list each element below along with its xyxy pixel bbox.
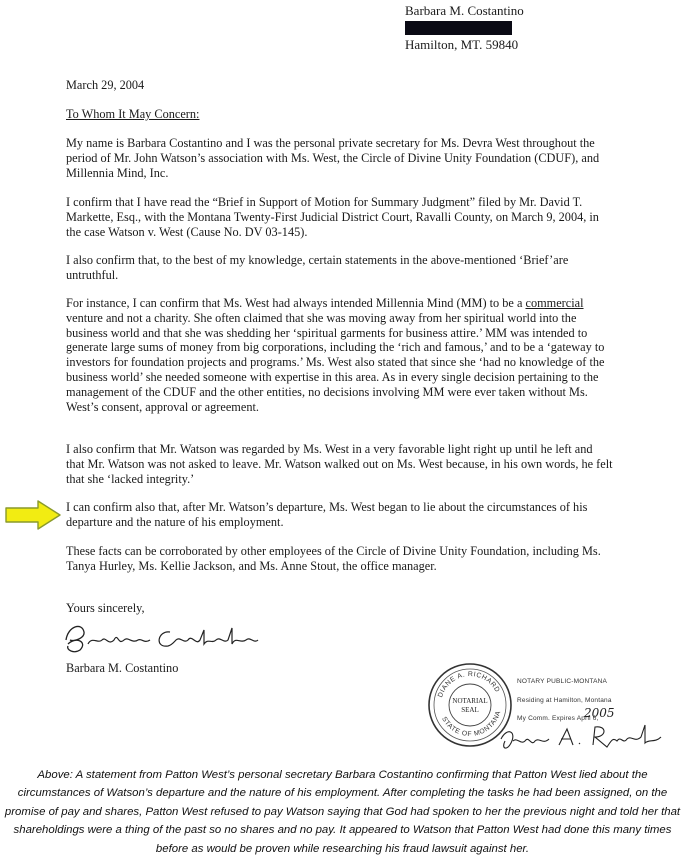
paragraph-highlighted-claim: I can confirm also that, after Mr. Watson’s departure, Ms. West began to lie about the circumstances of his departure and the nature of his employment. xyxy=(66,500,588,529)
sender-city: Hamilton, MT. 59840 xyxy=(405,37,519,52)
paragraph-untruthful: I also confirm that, to the best of my knowledge, certain statements in the above-mentioned ‘Brief’are untruthful. xyxy=(66,253,569,282)
signed-name: Barbara M. Costantino xyxy=(66,661,179,675)
handwritten-signature xyxy=(58,614,278,660)
notary-signature xyxy=(495,717,675,757)
notary-title: NOTARY PUBLIC-MONTANA xyxy=(517,678,608,685)
commission-year: 2005 xyxy=(584,706,615,720)
paragraph-commercial-venture xyxy=(66,296,614,414)
paragraph-favorable-light: I also confirm that Mr. Watson was regarded by Ms. West in a very favorable light right up until he left and that Mr. Watson was not asked to leave. Mr. Watson walked out on Ms. West because, in his own words, he felt that she ‘lacked integrity.’ xyxy=(66,442,613,486)
closing: Yours sincerely, xyxy=(66,601,145,615)
letter-date: March 29, 2004 xyxy=(66,78,145,92)
sender-name: Barbara M. Costantino xyxy=(405,3,524,18)
yellow-arrow-icon xyxy=(4,500,62,530)
p4-text-before: For instance, I can confirm that Ms. West had always intended Millennia Mind (MM) to be a xyxy=(66,296,526,310)
redacted-address-bar xyxy=(405,21,512,35)
paragraph-brief-read: I confirm that I have read the “Brief in Support of Motion for Summary Judgment” filed by Mr. David T. Markette, Esq., with the Montana Twenty-First Judicial District Court, Ravalli County, on March 9, 2004, in the case Watson v. West (Cause No. DV 03-145). xyxy=(66,195,599,239)
svg-text:SEAL: SEAL xyxy=(461,706,479,714)
svg-text:NOTARIAL: NOTARIAL xyxy=(452,697,488,705)
svg-text:STATE OF MONTANA: STATE OF MONTANA xyxy=(440,709,503,739)
notary-commission: My Comm. Expires April 6, xyxy=(517,715,599,722)
p4-text-after: venture and not a charity. She often claimed that she was moving away from her spiritual world into the business world and that she was shedding her ‘spiritual garments for business attire.’ MM was intended to generate large sums of money from big corporations, including the ‘rich and famous,’ and to be a ‘gateway to investors for foundation projects and programs.’ Ms. West also stated that since she ‘had no knowledge of the business world’ she needed someone with expertise in this area. As in every single decision pertaining to the management of the CDUF and the other entities, no decisions involving MM were ever taken without Ms. West’s consent, approval or agreement. xyxy=(66,310,605,414)
commercial-underlined: commercial xyxy=(525,296,584,310)
salutation: To Whom It May Concern: xyxy=(66,107,200,121)
paragraph-corroboration: These facts can be corroborated by other employees of the Circle of Divine Unity Foundation, including Ms. Tanya Hurley, Ms. Kellie Jackson, and Ms. Anne Stout, the office manager. xyxy=(66,544,601,573)
paragraph-introduction: My name is Barbara Costantino and I was the personal private secretary for Ms. Devra West throughout the period of Mr. John Watson’s association with Ms. West, the Circle of Divine Unity Foundation (CDUF), and Millennia Mind, Inc. xyxy=(66,136,600,180)
notary-residence: Residing at Hamilton, Montana xyxy=(517,697,612,704)
caption: Above: A statement from Patton West’s personal secretary Barbara Costantino confirming that Patton West lied about the circumstances of Watson’s departure and the nature of his employment. After completing the tasks he had been assigned, on the promise of pay and shares, Patton West refused to pay Watson saying that God had spoken to her the previous night and told her that shareholdings were a thing of the past so no shares and no pay. It appeared to Watson that Patton West had done this many times before as would be proven while researching his fraud lawsuit against her. xyxy=(4,769,681,855)
svg-text:DIANE A. RICHARD: DIANE A. RICHARD xyxy=(437,670,501,699)
